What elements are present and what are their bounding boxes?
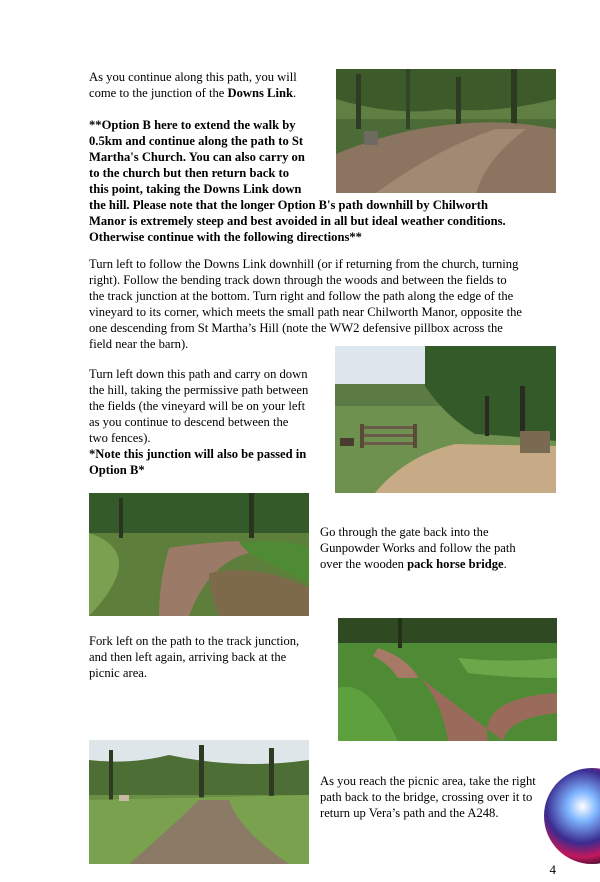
photo-track-fork bbox=[338, 618, 557, 741]
line: return up Vera’s path and the A248. bbox=[320, 806, 499, 820]
line: As you reach the picnic area, take the right bbox=[320, 774, 536, 788]
line: Fork left on the path to the track junction, bbox=[89, 634, 300, 648]
paragraph-downs-link-junction bbox=[89, 69, 329, 101]
line: Go through the gate back into the bbox=[320, 525, 489, 539]
line: the track junction at the bottom. Turn right and follow the path along the edge of the bbox=[89, 289, 514, 303]
paragraph-pack-horse-bridge bbox=[320, 524, 560, 572]
photo-woodland-junction bbox=[336, 69, 556, 193]
line: and then left again, arriving back at the bbox=[89, 650, 287, 664]
line: two fences). bbox=[89, 431, 151, 445]
line: right). Follow the bending track down through the woods and between the fields to bbox=[89, 273, 507, 287]
line: Turn left to follow the Downs Link downhill (or if returning from the church, turning bbox=[89, 257, 519, 271]
paragraph-picnic-area bbox=[320, 773, 560, 821]
paragraph-downs-link-directions bbox=[89, 256, 559, 352]
line: Turn left down this path and carry on down bbox=[89, 367, 308, 381]
line bbox=[320, 556, 560, 572]
line: **Option B here to extend the walk by bbox=[89, 118, 296, 132]
line: Otherwise continue with the following directions** bbox=[89, 230, 362, 244]
photo-picnic-area bbox=[89, 740, 309, 864]
pack-horse-bridge-bold: pack horse bridge bbox=[407, 557, 504, 571]
text: . bbox=[292, 86, 297, 100]
text: come to the junction of the bbox=[89, 86, 228, 100]
page-number: 4 bbox=[549, 862, 556, 877]
line: this point, taking the Downs Link down bbox=[89, 182, 302, 196]
line: one descending from St Martha’s Hill (note the WW2 defensive pillbox across the bbox=[89, 321, 503, 335]
photo-gate-vineyard bbox=[335, 346, 556, 493]
line: to the church but then return back to bbox=[89, 166, 289, 180]
downs-link-bold: Downs Link bbox=[227, 86, 293, 100]
line: 0.5km and continue along the path to St bbox=[89, 134, 304, 148]
line: picnic area. bbox=[89, 666, 148, 680]
line: As you continue along this path, you will bbox=[89, 70, 297, 84]
line: Manor is extremely steep and best avoided in all but ideal weather conditions. bbox=[89, 214, 506, 228]
line-bold: Option B* bbox=[89, 463, 145, 477]
paragraph-permissive-path bbox=[89, 366, 333, 478]
line-bold: *Note this junction will also be passed in bbox=[89, 447, 307, 461]
line bbox=[89, 85, 329, 101]
line: field near the barn). bbox=[89, 337, 189, 351]
line: Martha's Church. You can also carry on bbox=[89, 150, 305, 164]
line: the hill. Please note that the longer Option B's path downhill by Chilworth bbox=[89, 198, 488, 212]
photo-stream-bridge bbox=[89, 493, 309, 616]
line: the fields (the vineyard will be on your left bbox=[89, 399, 306, 413]
line: path back to the bridge, crossing over it to bbox=[320, 790, 533, 804]
text: over the wooden bbox=[320, 557, 408, 571]
paragraph-fork-left bbox=[89, 633, 329, 681]
line: vineyard to its corner, which meets the small path near Chilworth Manor, opposite the bbox=[89, 305, 523, 319]
line: Gunpowder Works and follow the path bbox=[320, 541, 516, 555]
text: . bbox=[503, 557, 507, 571]
line: as you continue to descend between the bbox=[89, 415, 289, 429]
line: the hill, taking the permissive path between bbox=[89, 383, 309, 397]
